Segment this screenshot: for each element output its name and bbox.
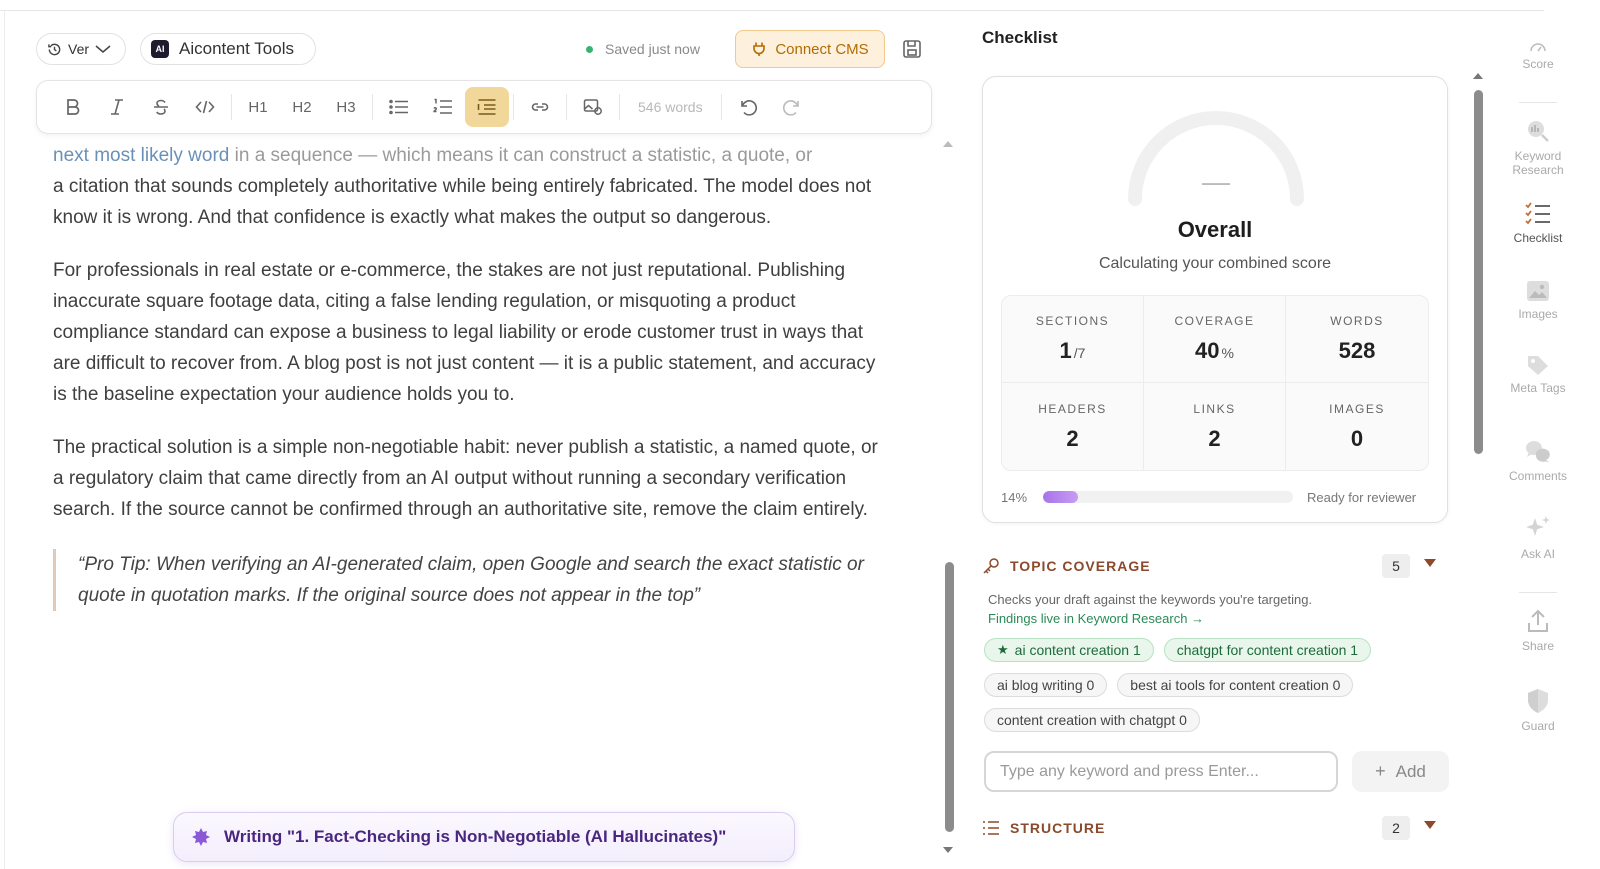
toolbar-divider	[372, 94, 373, 120]
connect-cms-label: Connect CMS	[775, 40, 869, 58]
shield-icon	[1526, 688, 1550, 714]
faded-text: in a sequence — which means it can construct a statistic, a quote, or	[229, 145, 813, 166]
stat-label: COVERAGE	[1174, 314, 1255, 328]
stat-words	[1286, 296, 1428, 383]
writing-status-banner	[173, 812, 795, 862]
window-top-border	[0, 10, 1544, 11]
strikethrough-button[interactable]	[139, 87, 183, 127]
scroll-up-arrow-icon[interactable]	[1472, 72, 1484, 80]
italic-icon	[109, 98, 125, 116]
version-history-button[interactable]	[36, 33, 126, 65]
share-upload-icon	[1526, 608, 1550, 634]
numbered-list-button[interactable]	[421, 87, 465, 127]
checklist-scrollbar-thumb[interactable]	[1474, 90, 1483, 454]
topic-coverage-description: Checks your draft against the keywords you're targeting.	[988, 592, 1313, 607]
bold-icon	[65, 98, 81, 116]
redo-button[interactable]	[770, 87, 814, 127]
stat-label: SECTIONS	[1035, 314, 1110, 328]
italic-button[interactable]	[95, 87, 139, 127]
rail-comments[interactable]: Comments	[1490, 438, 1586, 483]
structure-count: 2	[1382, 816, 1410, 840]
aicontent-tools-button[interactable]	[140, 33, 316, 65]
editor-topbar	[0, 28, 930, 70]
code-button[interactable]	[183, 87, 227, 127]
chip-row	[984, 673, 1454, 697]
structure-header[interactable]	[982, 816, 1448, 840]
keyword-search-icon	[1525, 118, 1551, 144]
bold-button[interactable]	[51, 87, 95, 127]
rail-divider	[1519, 592, 1557, 593]
ai-bot-icon	[190, 826, 212, 848]
keyword-input[interactable]	[984, 751, 1338, 792]
editor-content[interactable]	[53, 140, 891, 611]
progress-bar	[1043, 491, 1293, 503]
rail-guard[interactable]: Guard	[1490, 688, 1586, 733]
stat-links	[1144, 383, 1286, 470]
image-icon	[1526, 280, 1550, 302]
chevron-down-icon	[95, 44, 111, 54]
bullet-list-icon	[389, 99, 409, 115]
redo-icon	[782, 97, 802, 117]
numbered-list-icon	[433, 98, 453, 116]
bullet-list-button[interactable]	[377, 87, 421, 127]
insert-link-button[interactable]	[518, 87, 562, 127]
stat-label: LINKS	[1193, 401, 1236, 416]
word-count: 546 words	[638, 99, 703, 115]
heading-2-button[interactable]: H2	[292, 98, 312, 116]
chip-row	[984, 638, 1454, 662]
rail-ask-ai[interactable]: Ask AI	[1490, 514, 1586, 561]
key-icon	[982, 557, 1000, 575]
version-label: Ver	[68, 41, 90, 57]
keyword-chip[interactable]: ★ ai content creation 1	[984, 638, 1154, 662]
connect-cms-button[interactable]	[735, 30, 885, 68]
topic-coverage-count: 5	[1382, 554, 1410, 578]
keyword-chip[interactable]: ai blog writing 0	[984, 673, 1107, 697]
stat-value: 1 /7	[1059, 338, 1086, 363]
stat-value: 528	[1338, 338, 1376, 363]
overall-score-card	[982, 76, 1448, 523]
saved-dot-icon	[586, 46, 593, 53]
save-status-text: Saved just now	[605, 41, 700, 57]
list-structure-icon	[982, 820, 1000, 836]
indent-list-button[interactable]	[465, 87, 509, 127]
heading-3-button[interactable]: H3	[336, 98, 356, 116]
rail-score[interactable]: Score	[1490, 40, 1586, 71]
gauge-icon	[1529, 40, 1547, 52]
heading-1-button[interactable]: H1	[248, 98, 268, 116]
rail-divider	[1519, 102, 1557, 103]
sparkle-icon	[1524, 514, 1552, 542]
paragraph[interactable]: The practical solution is a simple non-negotiable habit: never publish a statistic, a named quote, or a regulatory claim that came directly from an AI output without running a secondary verification search. If the source cannot be confirmed through an authoritative site, remove the claim entirely.	[53, 437, 878, 520]
paragraph-text: a citation that sounds completely authoritative while being entirely fabricated. The model does not know it is wrong. And that confidence is exactly what makes the output so dangerous.	[53, 176, 872, 228]
score-placeholder: —	[1202, 166, 1230, 197]
editor-scrollbar-thumb[interactable]	[945, 562, 954, 832]
rail-checklist[interactable]: Checklist	[1490, 202, 1586, 245]
indent-list-icon	[477, 98, 497, 116]
stat-label: IMAGES	[1329, 401, 1385, 416]
overall-label: Overall	[1177, 217, 1253, 242]
caret-down-icon[interactable]	[1424, 821, 1436, 829]
rail-keyword-research[interactable]: Keyword Research	[1490, 118, 1586, 177]
formatting-toolbar	[36, 80, 932, 134]
progress-bar-fill	[1043, 491, 1078, 503]
plug-icon	[751, 41, 767, 57]
keyword-chips	[984, 638, 1454, 743]
code-icon	[195, 99, 215, 115]
paragraph[interactable]	[53, 140, 891, 233]
keyword-chip[interactable]: chatgpt for content creation 1	[1164, 638, 1371, 662]
image-settings-icon	[583, 98, 603, 116]
keyword-chip[interactable]: content creation with chatgpt 0	[984, 708, 1200, 732]
writing-status-text: Writing "1. Fact-Checking is Non-Negotiable (AI Hallucinates)"	[224, 827, 727, 846]
toolbar-divider	[721, 94, 722, 120]
topic-coverage-header[interactable]	[982, 554, 1448, 578]
rail-images[interactable]: Images	[1490, 280, 1586, 321]
stat-value: 2	[1208, 425, 1221, 451]
stat-value: 2	[1066, 425, 1079, 451]
tag-icon	[1526, 354, 1550, 376]
star-icon: ★	[997, 642, 1009, 657]
save-status	[586, 41, 700, 57]
inline-link[interactable]: next most likely word	[53, 145, 230, 166]
stat-label: WORDS	[1330, 314, 1384, 328]
scroll-down-arrow-icon[interactable]	[942, 846, 954, 854]
undo-icon	[738, 97, 758, 117]
stats-grid	[1001, 295, 1429, 471]
overall-subtitle: Calculating your combined score	[1098, 255, 1332, 272]
stat-coverage	[1144, 296, 1286, 383]
toolbar-divider	[619, 94, 620, 120]
checklist-title: Checklist	[982, 28, 1058, 47]
tools-label: Aicontent Tools	[179, 39, 294, 58]
stat-sections	[1002, 296, 1144, 383]
rail-meta-tags[interactable]: Meta Tags	[1490, 354, 1586, 395]
insert-image-button[interactable]	[571, 87, 615, 127]
plus-icon: +	[1375, 761, 1386, 781]
stat-value: 0	[1350, 425, 1364, 451]
paragraph[interactable]: For professionals in real estate or e-commerce, the stakes are not just reputational. Publishing inaccurate square footage data, citing a false lending regulation, or misquoting a product compliance standard can expose a business to legal liability or erode customer trust in ways that are difficult to recover from. A blog post is not just content — it is a public statement, and accuracy is the baseline expectation your audience holds you to.	[53, 260, 876, 405]
caret-down-icon[interactable]	[1424, 559, 1436, 567]
comments-icon	[1524, 438, 1552, 464]
scroll-up-arrow-icon[interactable]	[942, 140, 954, 148]
stat-images	[1286, 383, 1428, 470]
review-progress	[1001, 487, 1429, 507]
add-keyword-button[interactable]: + Add	[1352, 751, 1449, 792]
structure-title: STRUCTURE	[1010, 820, 1106, 836]
aicontent-logo-icon: AI	[151, 40, 169, 58]
rail-share[interactable]: Share	[1490, 608, 1586, 653]
score-gauge	[1123, 99, 1309, 209]
topic-coverage-title: TOPIC COVERAGE	[1010, 558, 1151, 574]
findings-link[interactable]: Findings live in Keyword Research →	[988, 611, 1205, 626]
keyword-chip[interactable]: best ai tools for content creation 0	[1117, 673, 1353, 697]
strikethrough-icon	[152, 98, 170, 116]
stat-headers	[1002, 383, 1144, 470]
save-icon[interactable]	[901, 38, 923, 60]
stat-label: HEADERS	[1038, 401, 1107, 416]
progress-percent: 14%	[1001, 489, 1028, 505]
chip-row	[984, 708, 1454, 732]
progress-status: Ready for reviewer	[1307, 489, 1417, 505]
toolbar-divider	[513, 94, 514, 120]
undo-button[interactable]	[726, 87, 770, 127]
blockquote[interactable]: “Pro Tip: When verifying an AI-generated claim, open Google and search the exact statistic or quote in quotation marks. If the original source does not appear in the top”	[53, 549, 891, 611]
window-left-border	[4, 10, 5, 869]
checklist-icon	[1525, 202, 1551, 226]
history-icon	[47, 42, 62, 57]
link-icon	[530, 100, 550, 114]
toolbar-divider	[566, 94, 567, 120]
stat-value: 40 %	[1195, 338, 1234, 363]
toolbar-divider	[231, 94, 232, 120]
